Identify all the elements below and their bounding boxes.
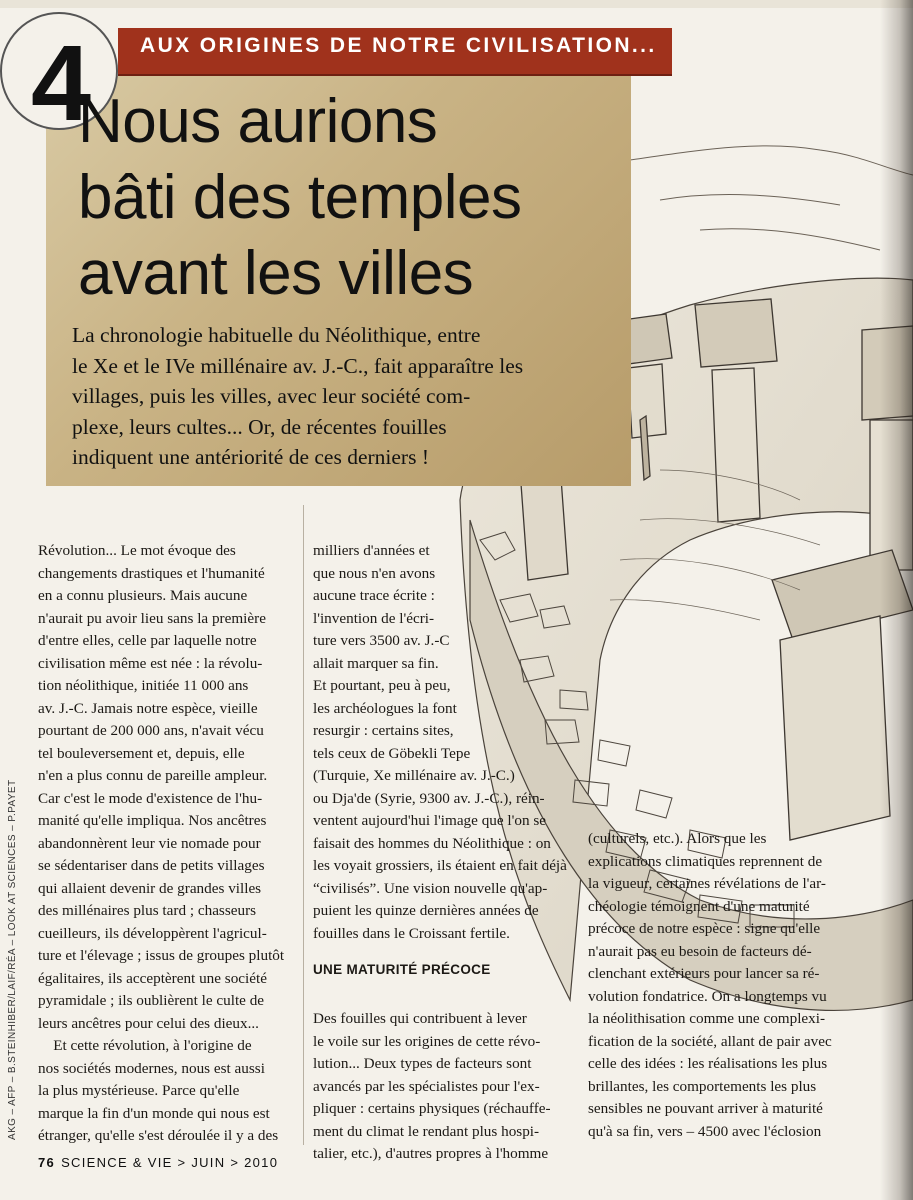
body-column-3: [588, 828, 850, 1143]
lead-line: La chronologie habituelle du Néolithique, entre: [72, 323, 481, 347]
body-line: d'entre elles, celle par laquelle notre: [38, 632, 257, 649]
body-line: tels ceux de Göbekli Tepe: [313, 744, 471, 762]
body-line: l'invention de l'écri-: [313, 609, 435, 627]
body-line: celle des idées : les réalisations les plus: [588, 1055, 828, 1072]
body-line: marque la fin d'un monde qui nous est: [38, 1104, 270, 1122]
title-line: Nous aurions: [78, 87, 438, 156]
body-line: qui allaient devenir de grandes villes: [38, 879, 262, 897]
body-line: fication de la société, allant de pair avec: [588, 1032, 832, 1050]
body-line: tel bouleversement et, depuis, elle: [38, 744, 245, 762]
body-line: n'aurait pas eu besoin de facteurs dé-: [588, 942, 812, 960]
body-line: la vigueur, certaines révélations de l'ar-: [588, 875, 826, 892]
body-line: abandonnèrent leur vie nomade pour: [38, 834, 261, 852]
body-line: pourtant de 200 000 ans, n'avait vécu: [38, 722, 264, 739]
body-column-2b: [313, 1008, 581, 1166]
body-line: pyramidale ; ils oublièrent le culte de: [38, 992, 265, 1009]
body-line: se sédentariser dans de petits villages: [38, 857, 265, 874]
photo-credit: AKG – AFP – B.STEINHIBER/LAIF/RÉA – LOOK AT SCIENCES – P.PAYET: [7, 779, 18, 1140]
body-column-2: [313, 540, 581, 945]
body-line: fouilles dans le Croissant fertile.: [313, 924, 510, 942]
title-line: bâti des temples: [78, 163, 522, 232]
body-line: égalitaires, ils acceptèrent une société: [38, 969, 267, 987]
lead-line: le Xe et le IVe millénaire av. J.-C., fait apparaître les: [72, 353, 524, 378]
body-line: la néolithisation comme une complexi-: [588, 1010, 826, 1027]
body-line: (Turquie, Xe millénaire av. J.-C.): [313, 767, 515, 784]
body-line: n'aurait pu avoir lieu sans la première: [38, 609, 266, 627]
body-line: clenchant extérieurs pour lancer sa ré-: [588, 965, 820, 982]
body-line: Révolution... Le mot évoque des: [38, 542, 236, 559]
body-line: Des fouilles qui contribuent à lever: [313, 1010, 527, 1027]
body-line: (culturels, etc.). Alors que les: [588, 830, 767, 847]
title-line: avant les villes: [78, 239, 474, 308]
body-line: puient les quinze dernières années de: [313, 902, 539, 919]
article-title: [78, 84, 638, 312]
body-line: les archéologues la font: [313, 699, 457, 717]
body-column-1: [38, 540, 298, 1148]
body-line: brillantes, les comportements les plus: [588, 1077, 817, 1095]
body-line: Et cette révolution, à l'origine de: [38, 1037, 252, 1054]
body-line: explications climatiques reprennent de: [588, 852, 823, 870]
body-line: étranger, qu'elle s'est déroulée il y a des: [38, 1127, 279, 1144]
body-line: volution fondatrice. On a longtemps vu: [588, 987, 827, 1005]
body-line: milliers d'années et: [313, 542, 430, 559]
body-line: allait marquer sa fin.: [313, 654, 439, 672]
body-line: tion néolithique, initiée 11 000 ans: [38, 677, 249, 694]
body-line: qu'à sa fin, vers – 4500 avec l'éclosion: [588, 1122, 822, 1140]
body-line: cueilleurs, ils développèrent l'agricul-: [38, 924, 267, 942]
lead-paragraph: [72, 320, 542, 473]
body-line: talier, etc.), d'autres propres à l'homme: [313, 1145, 549, 1162]
lead-line: villages, puis les villes, avec leur société com-: [72, 384, 471, 408]
body-line: civilisation même est née : la révolu-: [38, 654, 263, 672]
lead-line: indiquent une antériorité de ces derniers !: [72, 445, 429, 469]
magazine-issue: SCIENCE & VIE > JUIN > 2010: [61, 1155, 279, 1170]
body-line: des millénaires plus tard ; chasseurs: [38, 902, 257, 919]
body-line: les voyait grossiers, ils étaient en fait déjà: [313, 857, 567, 874]
page-gutter-shadow: [880, 0, 913, 1200]
page-footer: [38, 1155, 278, 1170]
body-line: pliquer : certains physiques (réchauffe-: [313, 1100, 551, 1117]
body-line: précoce de notre espèce : signe qu'elle: [588, 920, 821, 937]
body-line: ventent aujourd'hui l'image que l'on se: [313, 812, 547, 829]
body-line: le voile sur les origines de cette révo-: [313, 1032, 541, 1050]
body-line: n'en a plus connu de pareille ampleur.: [38, 767, 268, 784]
background-hills: [630, 146, 913, 250]
body-line: leurs ancêtres pour celui des dieux...: [38, 1014, 259, 1032]
body-line: que nous n'en avons: [313, 564, 436, 582]
column-divider: [303, 505, 304, 1145]
body-line: chéologie témoignent d'une maturité: [588, 897, 810, 915]
body-line: ture vers 3500 av. J.-C: [313, 632, 450, 649]
body-line: ture et l'élevage ; issus de groupes plutôt: [38, 947, 285, 964]
body-line: nos sociétés modernes, nous est aussi: [38, 1059, 265, 1077]
body-line: changements drastiques et l'humanité: [38, 564, 265, 582]
body-line: faisait des hommes du Néolithique : on: [313, 834, 551, 852]
body-line: ment du climat le rendant plus hospi-: [313, 1122, 540, 1140]
body-line: la plus mystérieuse. Parce qu'elle: [38, 1082, 240, 1099]
body-line: ou Dja'de (Syrie, 9300 av. J.-C.), réin-: [313, 789, 545, 807]
body-line: lution... Deux types de facteurs sont: [313, 1055, 532, 1072]
kicker-text: AUX ORIGINES DE NOTRE CIVILISATION...: [140, 34, 657, 57]
body-line: Et pourtant, peu à peu,: [313, 677, 451, 694]
body-line: avancés par les spécialistes pour l'ex-: [313, 1077, 540, 1095]
body-line: resurgir : certains sites,: [313, 722, 454, 739]
body-line: en a connu plusieurs. Mais aucune: [38, 587, 248, 604]
body-line: aucune trace écrite :: [313, 587, 435, 604]
body-line: manité qu'elle impliqua. Nos ancêtres: [38, 812, 267, 829]
body-line: Car c'est le mode d'existence de l'hu-: [38, 789, 263, 807]
body-line: av. J.-C. Jamais notre espèce, vieille: [38, 699, 258, 717]
section-subhead: UNE MATURITÉ PRÉCOCE: [313, 962, 491, 977]
body-line: sensibles ne pouvant arriver à maturité: [588, 1100, 823, 1117]
section-number: 4: [30, 22, 92, 143]
body-line: “civilisés”. Une vision nouvelle qu'ap-: [313, 879, 548, 897]
page-number: 76: [38, 1155, 56, 1170]
lead-line: plexe, leurs cultes... Or, de récentes fouilles: [72, 414, 447, 439]
